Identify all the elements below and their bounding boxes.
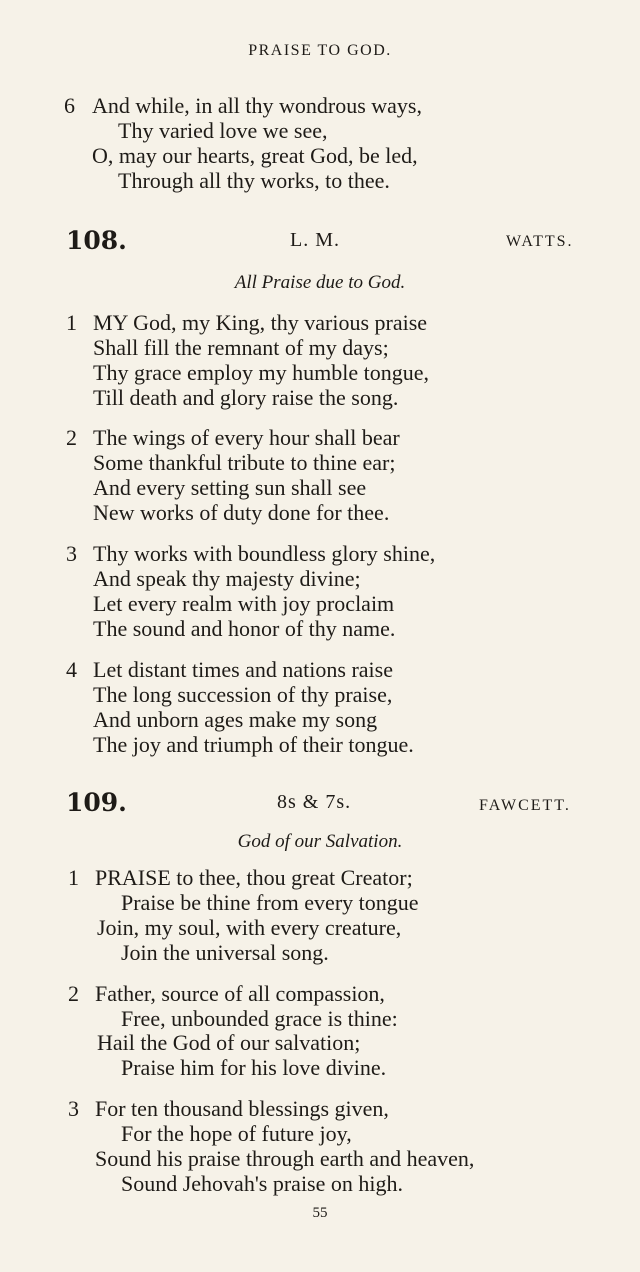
hymn-meter: L. M.: [290, 229, 340, 251]
verse-line: The long succession of thy praise,: [93, 682, 393, 707]
verse-line: Free, unbounded grace is thine:: [121, 1006, 398, 1031]
verse-line: Some thankful tribute to thine ear;: [93, 450, 396, 475]
running-head: PRAISE TO GOD.: [248, 42, 392, 59]
hymn-title: God of our Salvation.: [237, 831, 403, 852]
verse-line: Let distant times and nations raise: [93, 657, 393, 682]
verse-line: Father, source of all compassion,: [95, 981, 385, 1006]
stanza-number: 3: [66, 541, 77, 566]
stanza-number: 1: [68, 865, 79, 890]
verse-line: Through all thy works, to thee.: [118, 168, 390, 193]
verse-line: Sound his praise through earth and heaven,: [95, 1146, 475, 1171]
page-number: 55: [312, 1205, 328, 1221]
verse-line: New works of duty done for thee.: [93, 500, 390, 525]
verse-line: Thy varied love we see,: [118, 118, 328, 143]
stanza-number: 2: [66, 425, 77, 450]
verse-line: Praise him for his love divine.: [121, 1055, 387, 1080]
verse-line: Hail the God of our salvation;: [97, 1030, 361, 1055]
verse-line: Sound Jehovah's praise on high.: [121, 1171, 403, 1196]
verse-line: Till death and glory raise the song.: [93, 385, 399, 410]
verse-line: Shall fill the remnant of my days;: [93, 335, 389, 360]
stanza-number: 2: [68, 981, 79, 1006]
stanza-number: 4: [66, 657, 77, 682]
verse-line: Let every realm with joy proclaim: [93, 591, 395, 616]
hymn-number: 109.: [66, 788, 127, 817]
verse-line: Thy grace employ my humble tongue,: [93, 360, 430, 385]
verse-line: The sound and honor of thy name.: [93, 616, 396, 641]
hymn-number: 108.: [66, 226, 127, 255]
hymn-meter: 8s & 7s.: [277, 791, 352, 813]
verse-line: And unborn ages make my song: [93, 707, 378, 732]
verse-line: And speak thy majesty divine;: [93, 566, 361, 591]
verse-line: For the hope of future joy,: [121, 1121, 352, 1146]
verse-line: PRAISE to thee, thou great Creator;: [95, 865, 413, 890]
hymn-author: FAWCETT.: [479, 797, 571, 814]
verse-line: Thy works with boundless glory shine,: [93, 541, 436, 566]
verse-line: Praise be thine from every tongue: [121, 890, 419, 915]
verse-line: Join, my soul, with every creature,: [97, 915, 402, 940]
verse-line: O, may our hearts, great God, be led,: [92, 143, 418, 168]
verse-line: The joy and triumph of their tongue.: [93, 732, 414, 757]
stanza-number: 6: [64, 93, 75, 118]
verse-line: The wings of every hour shall bear: [93, 425, 400, 450]
verse-line: And while, in all thy wondrous ways,: [92, 93, 422, 118]
stanza-number: 3: [68, 1096, 79, 1121]
hymn-title: All Praise due to God.: [234, 272, 406, 293]
verse-line: And every setting sun shall see: [93, 475, 367, 500]
hymn-author: WATTS.: [506, 233, 574, 250]
verse-line: For ten thousand blessings given,: [95, 1096, 389, 1121]
verse-line: Join the universal song.: [121, 940, 329, 965]
verse-line: MY God, my King, thy various praise: [93, 310, 428, 335]
stanza-number: 1: [66, 310, 77, 335]
